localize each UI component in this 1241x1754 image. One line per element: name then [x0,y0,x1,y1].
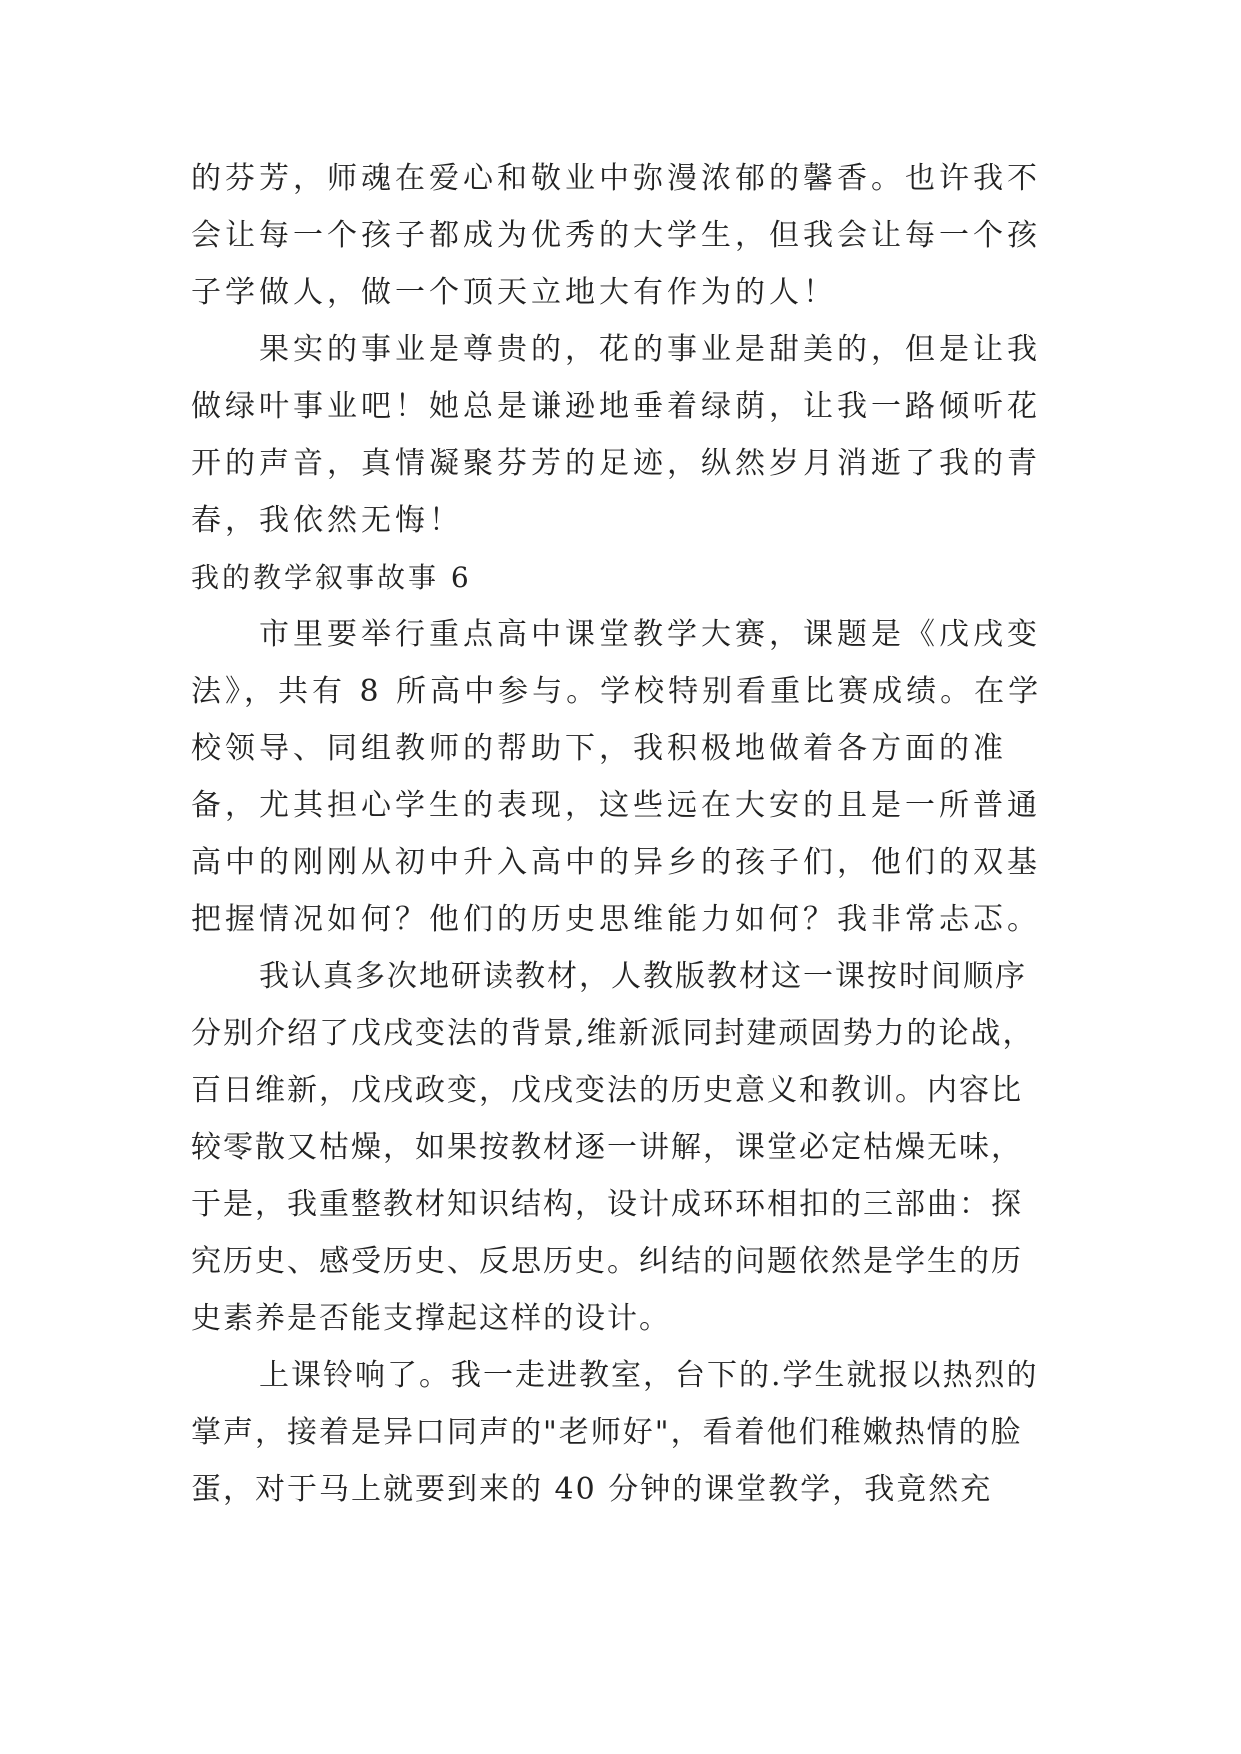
paragraph-class-bell: 上课铃响了。我一走进教室，台下的.学生就报以热烈的掌声，接着是异口同声的"老师好"，看着他们稚嫩热情的脸蛋，对于马上就要到来的 40 分钟的课堂教学，我竟然充 [191,1358,1039,1507]
paragraph-competition: 市里要举行重点高中课堂教学大赛，课题是《戊戌变法》，共有 8 所高中参与。学校特别看重比赛成绩。在学校领导、同组教师的帮助下，我积极地做着各方面的准备，尤其担心学生的表现，这些远在大安的且是一所普通高中的刚刚从初中升入高中的异乡的孩子们，他们的双基把握情况如何？他们的历史思维能力如何？我非常忐忑。 [191,617,1043,937]
paragraph-study-materials: 我认真多次地研读教材，人教版教材这一课按时间顺序分别介绍了戊戌变法的背景,维新派同封建顽固势力的论战，百日维新，戊戌政变，戊戌变法的历史意义和教训。内容比较零散又枯燥，如果按教材逐一讲解，课堂必定枯燥无味，于是，我重整教材知识结构，设计成环环相扣的三部曲：探究历史、感受历史、反思历史。纠结的问题依然是学生的历史素养是否能支撑起这样的设计。 [191,959,1035,1336]
paragraph-green-leaf: 果实的事业是尊贵的，花的事业是甜美的，但是让我做绿叶事业吧！她总是谦逊地垂着绿荫，让我一路倾听花开的声音，真情凝聚芬芳的足迹，纵然岁月消逝了我的青春，我依然无悔！ [191,332,1041,538]
section-title: 我的教学叙事故事 6 [191,561,472,594]
document-body [191,150,1051,1518]
paragraph-continuation: 的芬芳，师魂在爱心和敬业中弥漫浓郁的馨香。也许我不会让每一个孩子都成为优秀的大学生，但我会让每一个孩子学做人，做一个顶天立地大有作为的人！ [191,161,1041,310]
